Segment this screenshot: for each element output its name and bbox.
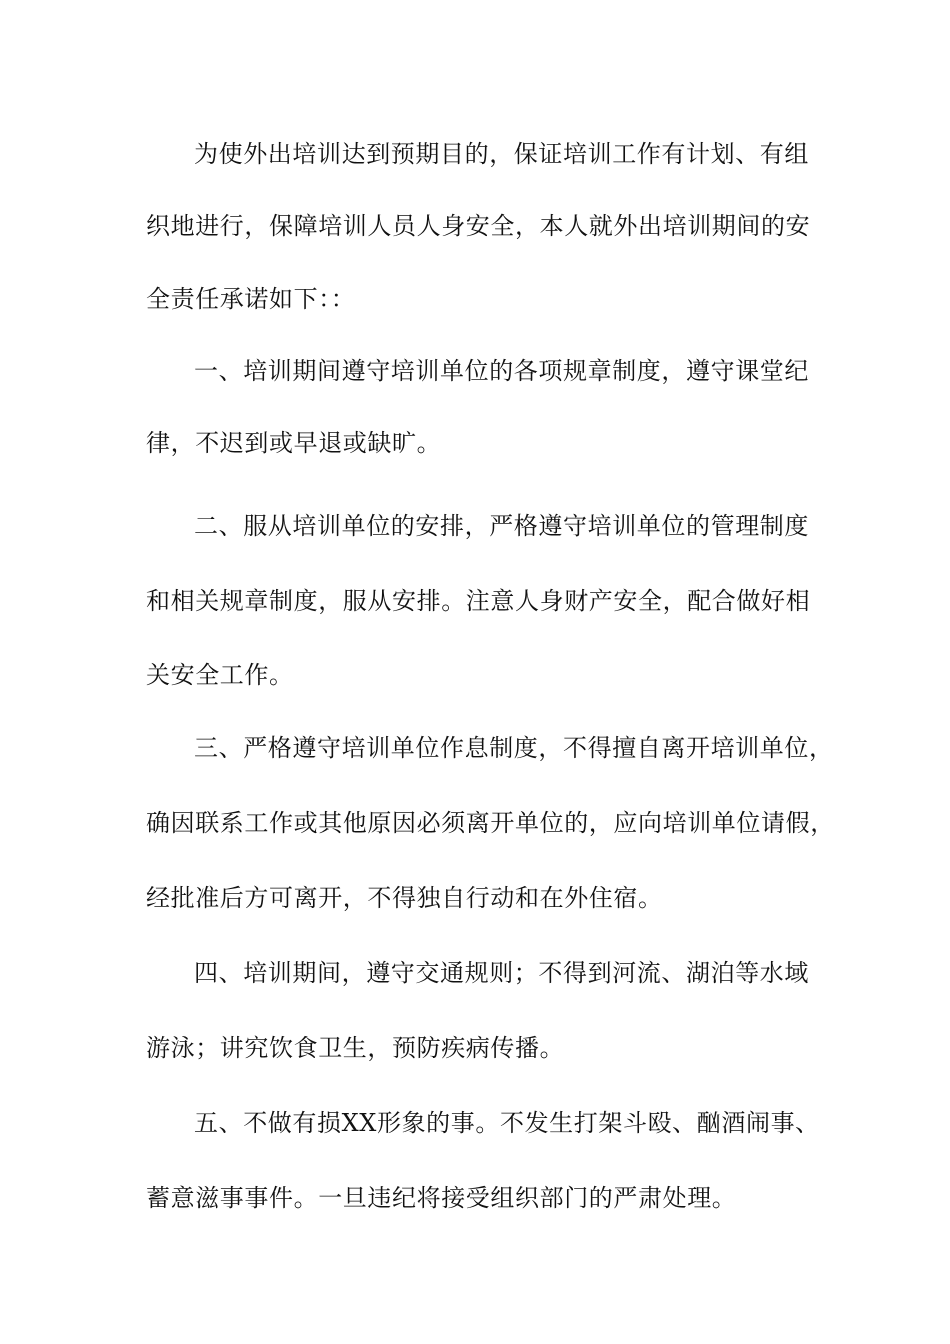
paragraph-item-4-line-2: 游泳；讲究饮食卫生，预防疾病传播。	[146, 1034, 565, 1062]
paragraph-intro-line-3: 全责任承诺如下：：	[146, 285, 356, 313]
paragraph-item-5-line-1: 五、不做有损XX形象的事。不发生打架斗殴、酗酒闹事、	[194, 1109, 820, 1137]
paragraph-item-3-line-1: 三、严格遵守培训单位作息制度，不得擅自离开培训单位，	[194, 734, 834, 762]
paragraph-item-2-line-1: 二、服从培训单位的安排，严格遵守培训单位的管理制度	[194, 512, 809, 540]
paragraph-item-3-line-2: 确因联系工作或其他原因必须离开单位的，应向培训单位请假，	[146, 809, 835, 837]
paragraph-item-3-line-3: 经批准后方可离开，不得独自行动和在外住宿。	[146, 884, 663, 912]
paragraph-item-1-line-1: 一、培训期间遵守培训单位的各项规章制度，遵守课堂纪	[194, 357, 809, 385]
paragraph-item-4-line-1: 四、培训期间，遵守交通规则；不得到河流、湖泊等水域	[194, 959, 809, 987]
paragraph-item-2-line-2: 和相关规章制度，服从安排。注意人身财产安全，配合做好相	[146, 587, 811, 615]
paragraph-intro-line-2: 织地进行，保障培训人员人身安全，本人就外出培训期间的安	[146, 212, 811, 240]
paragraph-item-2-line-3: 关安全工作。	[146, 661, 294, 689]
paragraph-item-5-line-2: 蓄意滋事事件。一旦违纪将接受组织部门的严肃处理。	[146, 1184, 737, 1212]
paragraph-intro-line-1: 为使外出培训达到预期目的，保证培训工作有计划、有组	[194, 140, 809, 168]
paragraph-item-1-line-2: 律，不迟到或早退或缺旷。	[146, 429, 442, 457]
